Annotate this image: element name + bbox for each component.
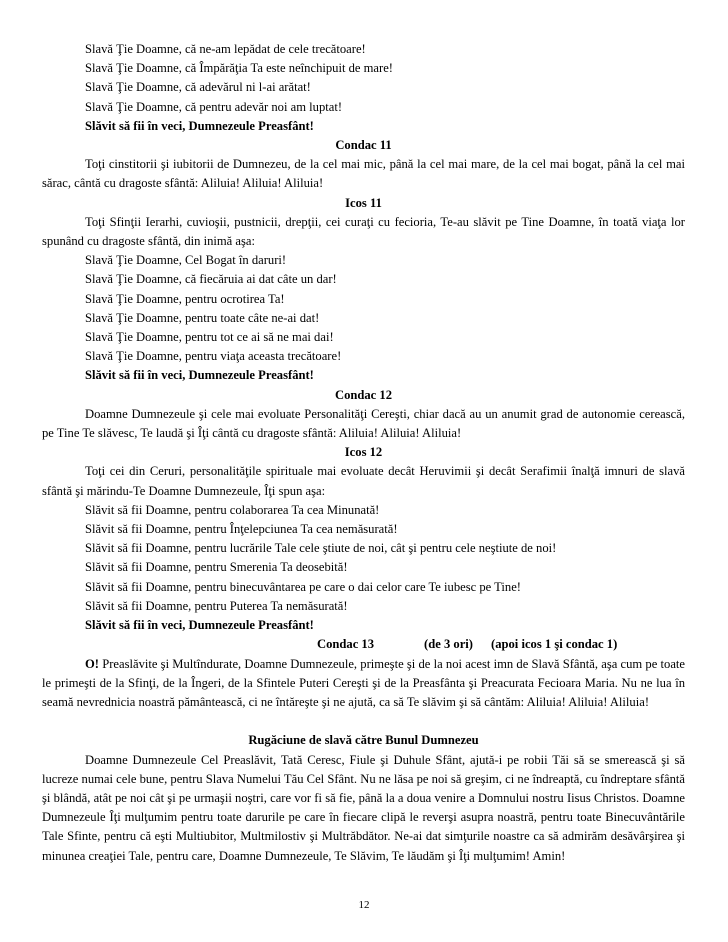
icos-11-title: Icos 11 xyxy=(345,195,382,210)
condac-13-title: Condac 13 xyxy=(317,637,375,652)
condac-13-lead: O! xyxy=(85,656,99,671)
verse-line: Slavă Ţie Doamne, pentru ocrotirea Ta! xyxy=(85,291,285,306)
verse-line: Slavă Ţie Doamne, că Împărăţia Ta este neînchipuit de mare! xyxy=(85,61,393,76)
verse-line: Slavă Ţie Doamne, că fiecăruia ai dat câte un dar! xyxy=(85,272,337,287)
condac-11-text: Toţi cinstitorii şi iubitorii de Dumnezeu, de la cel mai mic, până la cel mai mare, de la cel mai bogat, până la cel mai sărac, cântă cu dragoste sfântă: Aliluia! Aliluia! Aliluia! xyxy=(42,157,685,191)
condac-12-title: Condac 12 xyxy=(334,387,393,402)
verse-line: Slăvit să fii Doamne, pentru Înţelepciunea Ta cea nemăsurată! xyxy=(85,522,398,537)
prayer-title: Rugăciune de slavă către Bunul Dumnezeu xyxy=(248,733,479,748)
document-page xyxy=(42,40,685,866)
verse-line: Slavă Ţie Doamne, pentru tot ce ai să ne mai dai! xyxy=(85,330,334,345)
verse-line: Slavă Ţie Doamne, pentru toate câte ne-ai dat! xyxy=(85,310,320,325)
condac-13-body: Preaslăvite şi Multîndurate, Doamne Dumnezeule, primeşte şi de la noi acest imn de Slavă Sfântă, aşa cum pe toate le primeşti de la Sfinţi, de la Îngeri, de la Sfintele Puteri Cereşti şi de la Preasfânta şi Preacurata Fecioara Maria. Nu ne lua în seamă nevrednicia noastră pământească, ci ne întăreşte şi ne ajută, ca să Te slăvim şi să cântăm: Aliluia! Aliluia! Aliluia! xyxy=(42,656,685,709)
verse-line: Slăvit să fii Doamne, pentru colaborarea Ta cea Minunată! xyxy=(85,502,380,517)
verse-line: Slăvit să fii Doamne, pentru Puterea Ta nemăsurată! xyxy=(85,598,348,613)
verse-line: Slavă Ţie Doamne, că pentru adevăr noi am luptat! xyxy=(85,99,343,114)
refrain-line: Slăvit să fii în veci, Dumnezeule Preasfânt! xyxy=(85,118,314,133)
condac-12-text: Doamne Dumnezeule şi cele mai evoluate Personalităţi Cereşti, chiar dacă au un anumit grad de autonomie cerească, pe Tine Te slăvesc, Te laudă şi Îţi cântă cu dragoste sfântă: Aliluia! Aliluia! Aliluia! xyxy=(42,406,685,441)
condac-13-note: (apoi icos 1 şi condac 1) xyxy=(491,637,618,652)
verse-line: Slavă Ţie Doamne, pentru viaţa aceasta trecătoare! xyxy=(85,349,342,364)
verse-line: Slăvit să fii Doamne, pentru binecuvântarea pe care o dai celor care Te iubesc pe Tine! xyxy=(85,579,521,594)
refrain-line: Slăvit să fii în veci, Dumnezeule Preasfânt! xyxy=(85,618,314,633)
icos-12-title: Icos 12 xyxy=(344,445,383,460)
condac-13-text xyxy=(42,655,685,713)
prayer-text: Doamne Dumnezeule Cel Preaslăvit, Tată Ceresc, Fiule şi Duhule Sfânt, ajută-i pe robii Tăi să se smerească şi să lucreze numai cele bune, pentru Slava Numelui Tău Cel Sfânt. Nu ne lăsa pe noi să greşim, ci ne îndreaptă, cu îndreptare sfântă şi blândă, atât pe noi cât şi pe urmaşii noştri, care vor fi să fie, până la a doua venire a Domnului nostru Iisus Christos. Doamne Dumnezeule Îţi mulţumim pentru toate darurile pe care în fiecare clipă le reverşi asupra noastră, pentru toate Binecuvântările Tale Sfinte, pentru că eşti Multiubitor, Multmilostiv şi Multrăbdător. Ne-ai dat simţurile noastre ca să admirăm desăvârşirea şi minunea creaţiei Tale, pentru care, Doamne Dumnezeule, Te Slăvim, Te lăudăm şi Îţi mulţumim! Amin! xyxy=(42,752,685,863)
refrain-line: Slăvit să fii în veci, Dumnezeule Preasfânt! xyxy=(85,368,314,383)
icos-12-text: Toţi cei din Ceruri, personalităţile spirituale mai evoluate decât Heruvimii şi decât Serafimii înalţă imnuri de slavă sfântă şi mărindu-Te Doamne Dumnezeule, Îţi spun aşa: xyxy=(42,464,685,498)
condac-13-times: (de 3 ori) xyxy=(424,637,473,652)
condac-13-header xyxy=(42,635,685,654)
verse-line: Slăvit să fii Doamne, pentru lucrările Tale cele ştiute de noi, cât şi pentru cele neştiute de noi! xyxy=(85,541,557,556)
icos-11-text: Toţi Sfinţii Ierarhi, cuvioşii, pustnicii, drepţii, cei curaţi cu fecioria, Te-au slăvit pe Tine Doamne, în toată viaţa lor spunând cu dragoste sfântă, din inimă aşa: xyxy=(42,214,685,249)
spacer xyxy=(42,712,685,731)
verse-line: Slavă Ţie Doamne, că adevărul ni l-ai arătat! xyxy=(85,80,311,95)
verse-line: Slavă Ţie Doamne, că ne-am lepădat de cele trecătoare! xyxy=(85,42,366,56)
verse-line: Slăvit să fii Doamne, pentru Smerenia Ta deosebită! xyxy=(85,560,348,575)
page-number: 12 xyxy=(358,899,370,911)
verse-line: Slavă Ţie Doamne, Cel Bogat în daruri! xyxy=(85,253,287,268)
condac-11-title: Condac 11 xyxy=(335,138,392,153)
